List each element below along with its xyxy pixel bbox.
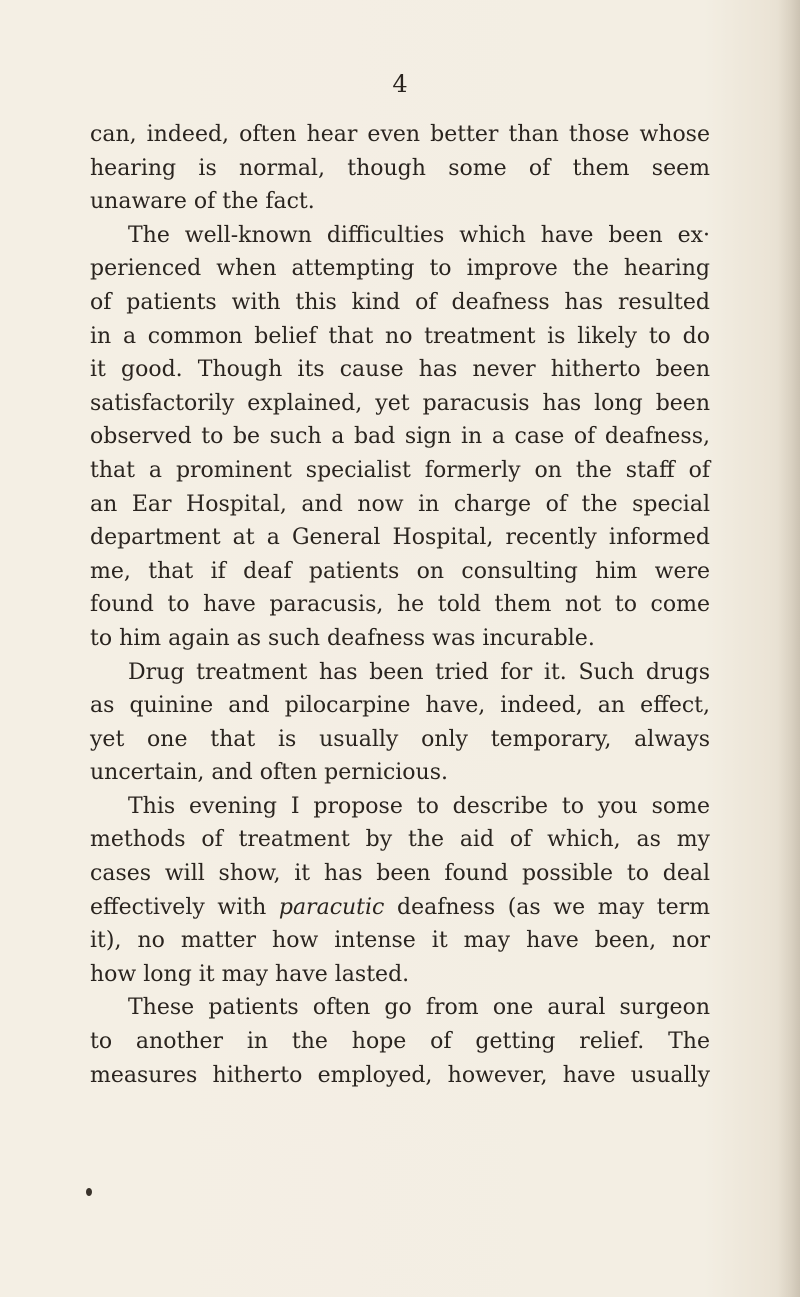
- ink-speck: [86, 1188, 92, 1196]
- text-line: me, that if deaf patients on consulting him were: [90, 558, 710, 584]
- text-line-with-italic: [90, 891, 710, 925]
- page-edge-shadow: [778, 0, 800, 1297]
- text-line: observed to be such a bad sign in a case of deafness,: [90, 424, 710, 450]
- text-line: as quinine and pilocarpine have, indeed, an effect,: [90, 693, 710, 719]
- body-text: [90, 118, 710, 1092]
- text-line: measures hitherto employed, however, have usually: [90, 1062, 710, 1088]
- text-line: can, indeed, often hear even better than those whose: [90, 122, 710, 147]
- text-line: of patients with this kind of deafness has resulted: [90, 289, 710, 315]
- text-line: to him again as such deafness was incurable.: [90, 625, 595, 651]
- text-line: satisfactorily explained, yet paracusis has long been: [90, 390, 710, 416]
- text-line: This evening I propose to describe to you some: [128, 793, 710, 819]
- text-line: cases will show, it has been found possible to deal: [90, 861, 710, 887]
- text-line: department at a General Hospital, recently informed: [90, 525, 710, 551]
- text-line: perienced when attempting to improve the hearing: [90, 256, 710, 282]
- text-line: it good. Though its cause has never hitherto been: [90, 357, 710, 383]
- text-line: found to have paracusis, he told them not to come: [90, 592, 710, 618]
- text-line: to another in the hope of getting relief. The: [90, 1029, 710, 1055]
- text-line: These patients often go from one aural surgeon: [128, 995, 710, 1021]
- text-line: how long it may have lasted.: [90, 961, 410, 987]
- text-line: Drug treatment has been tried for it. Such drugs: [128, 659, 710, 685]
- text-line: uncertain, and often pernicious.: [90, 760, 448, 786]
- text-line: unaware of the fact.: [90, 189, 315, 215]
- text-line: hearing is normal, though some of them seem: [90, 155, 710, 181]
- text-segment: deafness (as we may term: [384, 894, 710, 920]
- page-number: 4: [392, 70, 408, 98]
- text-line: methods of treatment by the aid of which, as my: [90, 827, 710, 853]
- text-line: The well-known difficulties which have been ex·: [128, 222, 710, 248]
- text-segment: effectively with: [90, 894, 279, 920]
- text-line: it), no matter how intense it may have been, nor: [90, 928, 710, 954]
- italic-term: paracutic: [278, 894, 385, 920]
- text-line: yet one that is usually only temporary, always: [90, 726, 710, 752]
- text-line: in a common belief that no treatment is likely to do: [90, 323, 710, 349]
- text-line: an Ear Hospital, and now in charge of the special: [90, 491, 710, 517]
- text-line: that a prominent specialist formerly on the staff of: [90, 457, 710, 483]
